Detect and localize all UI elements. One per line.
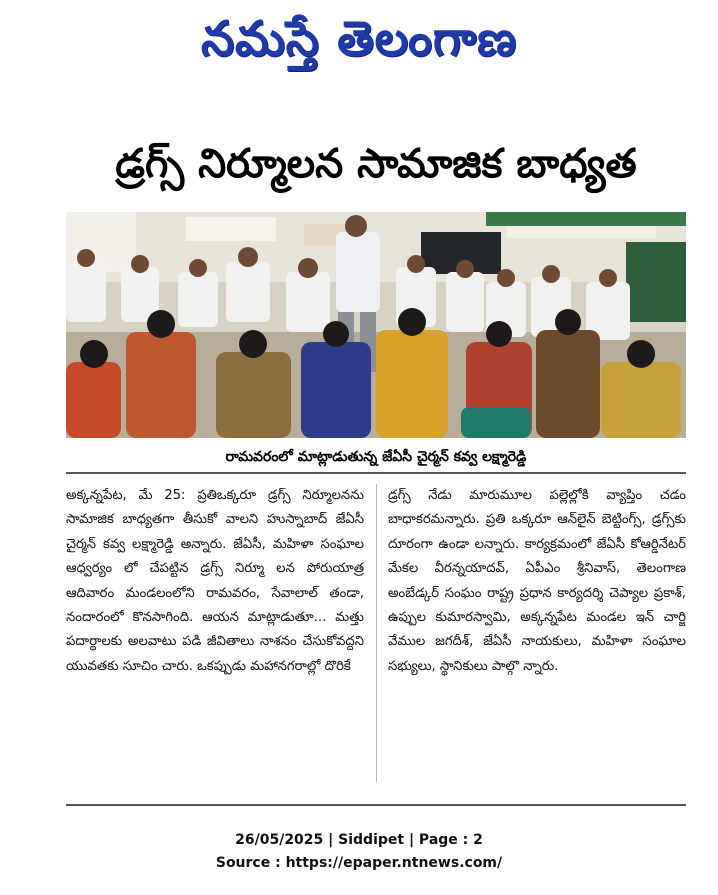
footer-date-line: 26/05/2025 | Siddipet | Page : 2 [235, 832, 483, 848]
column-divider [376, 484, 377, 782]
article-column-left [66, 484, 364, 679]
article-headline: డ్రగ్స్ నిర్మూలన సామాజిక బాధ్యత [115, 141, 637, 187]
masthead-logo: నమస్తే తెలంగాణ [200, 11, 518, 67]
photo-illustration [66, 212, 686, 438]
article-photo [66, 212, 686, 438]
footer-source-line: Source : https://epaper.ntnews.com/ [215, 855, 503, 871]
body-paragraph-right: డ్రగ్స్ నేడు మారుమూల పల్లెల్లోకి వ్యాప్తిం చడం బాధాకరమన్నారు. ప్రతి ఒక్కరూ ఆన్‌లైన్ బెట్టింగ్స్, డ్రగ్స్‌కు దూరంగా ఉండా లన్నారు. కార్యక్రమంలో జేఏసీ కోఆర్డినేటర్ మేకల వీరన్నయాదవ్, ఏపీఎం శ్రీనివాస్, తెలంగాణ అంబేడ్కర్ సంఘం రాష్ట్ర ప్రధాన కార్యదర్శి చెప్యాల ప్రకాశ్, ఉప్పుల కుమారస్వామి, అక్కన్నపేట మండల ఇన్ చార్జి వేముల జగదీశ్, జేఏసీ నాయకులు, మహిళా సంఘాల సభ్యులు, స్థానికులు పాల్గొ న్నారు. [388, 488, 686, 674]
body-paragraph-left: అక్కన్నపేట, మే 25: ప్రతిఒక్కరూ డ్రగ్స్ నిర్మూలనను సామాజిక బాధ్యతగా తీసుకో వాలని హుస్నాబాద్ జేఏసీ చైర్మన్ కవ్వ లక్ష్మారెడ్డి అన్నారు. జేఏసీ, మహిళా సంఘాల ఆధ్వర్యం లో చేపట్టిన డ్రగ్స్ నిర్మూ లన పోరుయాత్ర ఆదివారం మండలంలోని రామవరం, సేవాలాల్ తండా, నందారంలో కొనసాగింది. ఆయన మాట్లాడుతూ... మత్తు పదార్థాలకు అలవాటు పడి జీవితాలు నాశనం చేసుకోవద్దని యువతకు సూచిం చారు. ఒకప్పుడు మహానగరాల్లో దొరికే [66, 488, 364, 674]
photo-caption: రామవరంలో మాట్లాడుతున్న జేఏసీ చైర్మన్ కవ్వ లక్ష్మారెడ్డి [66, 442, 686, 474]
bottom-rule [66, 804, 686, 806]
article-column-right [388, 484, 686, 679]
article-body [66, 484, 686, 792]
